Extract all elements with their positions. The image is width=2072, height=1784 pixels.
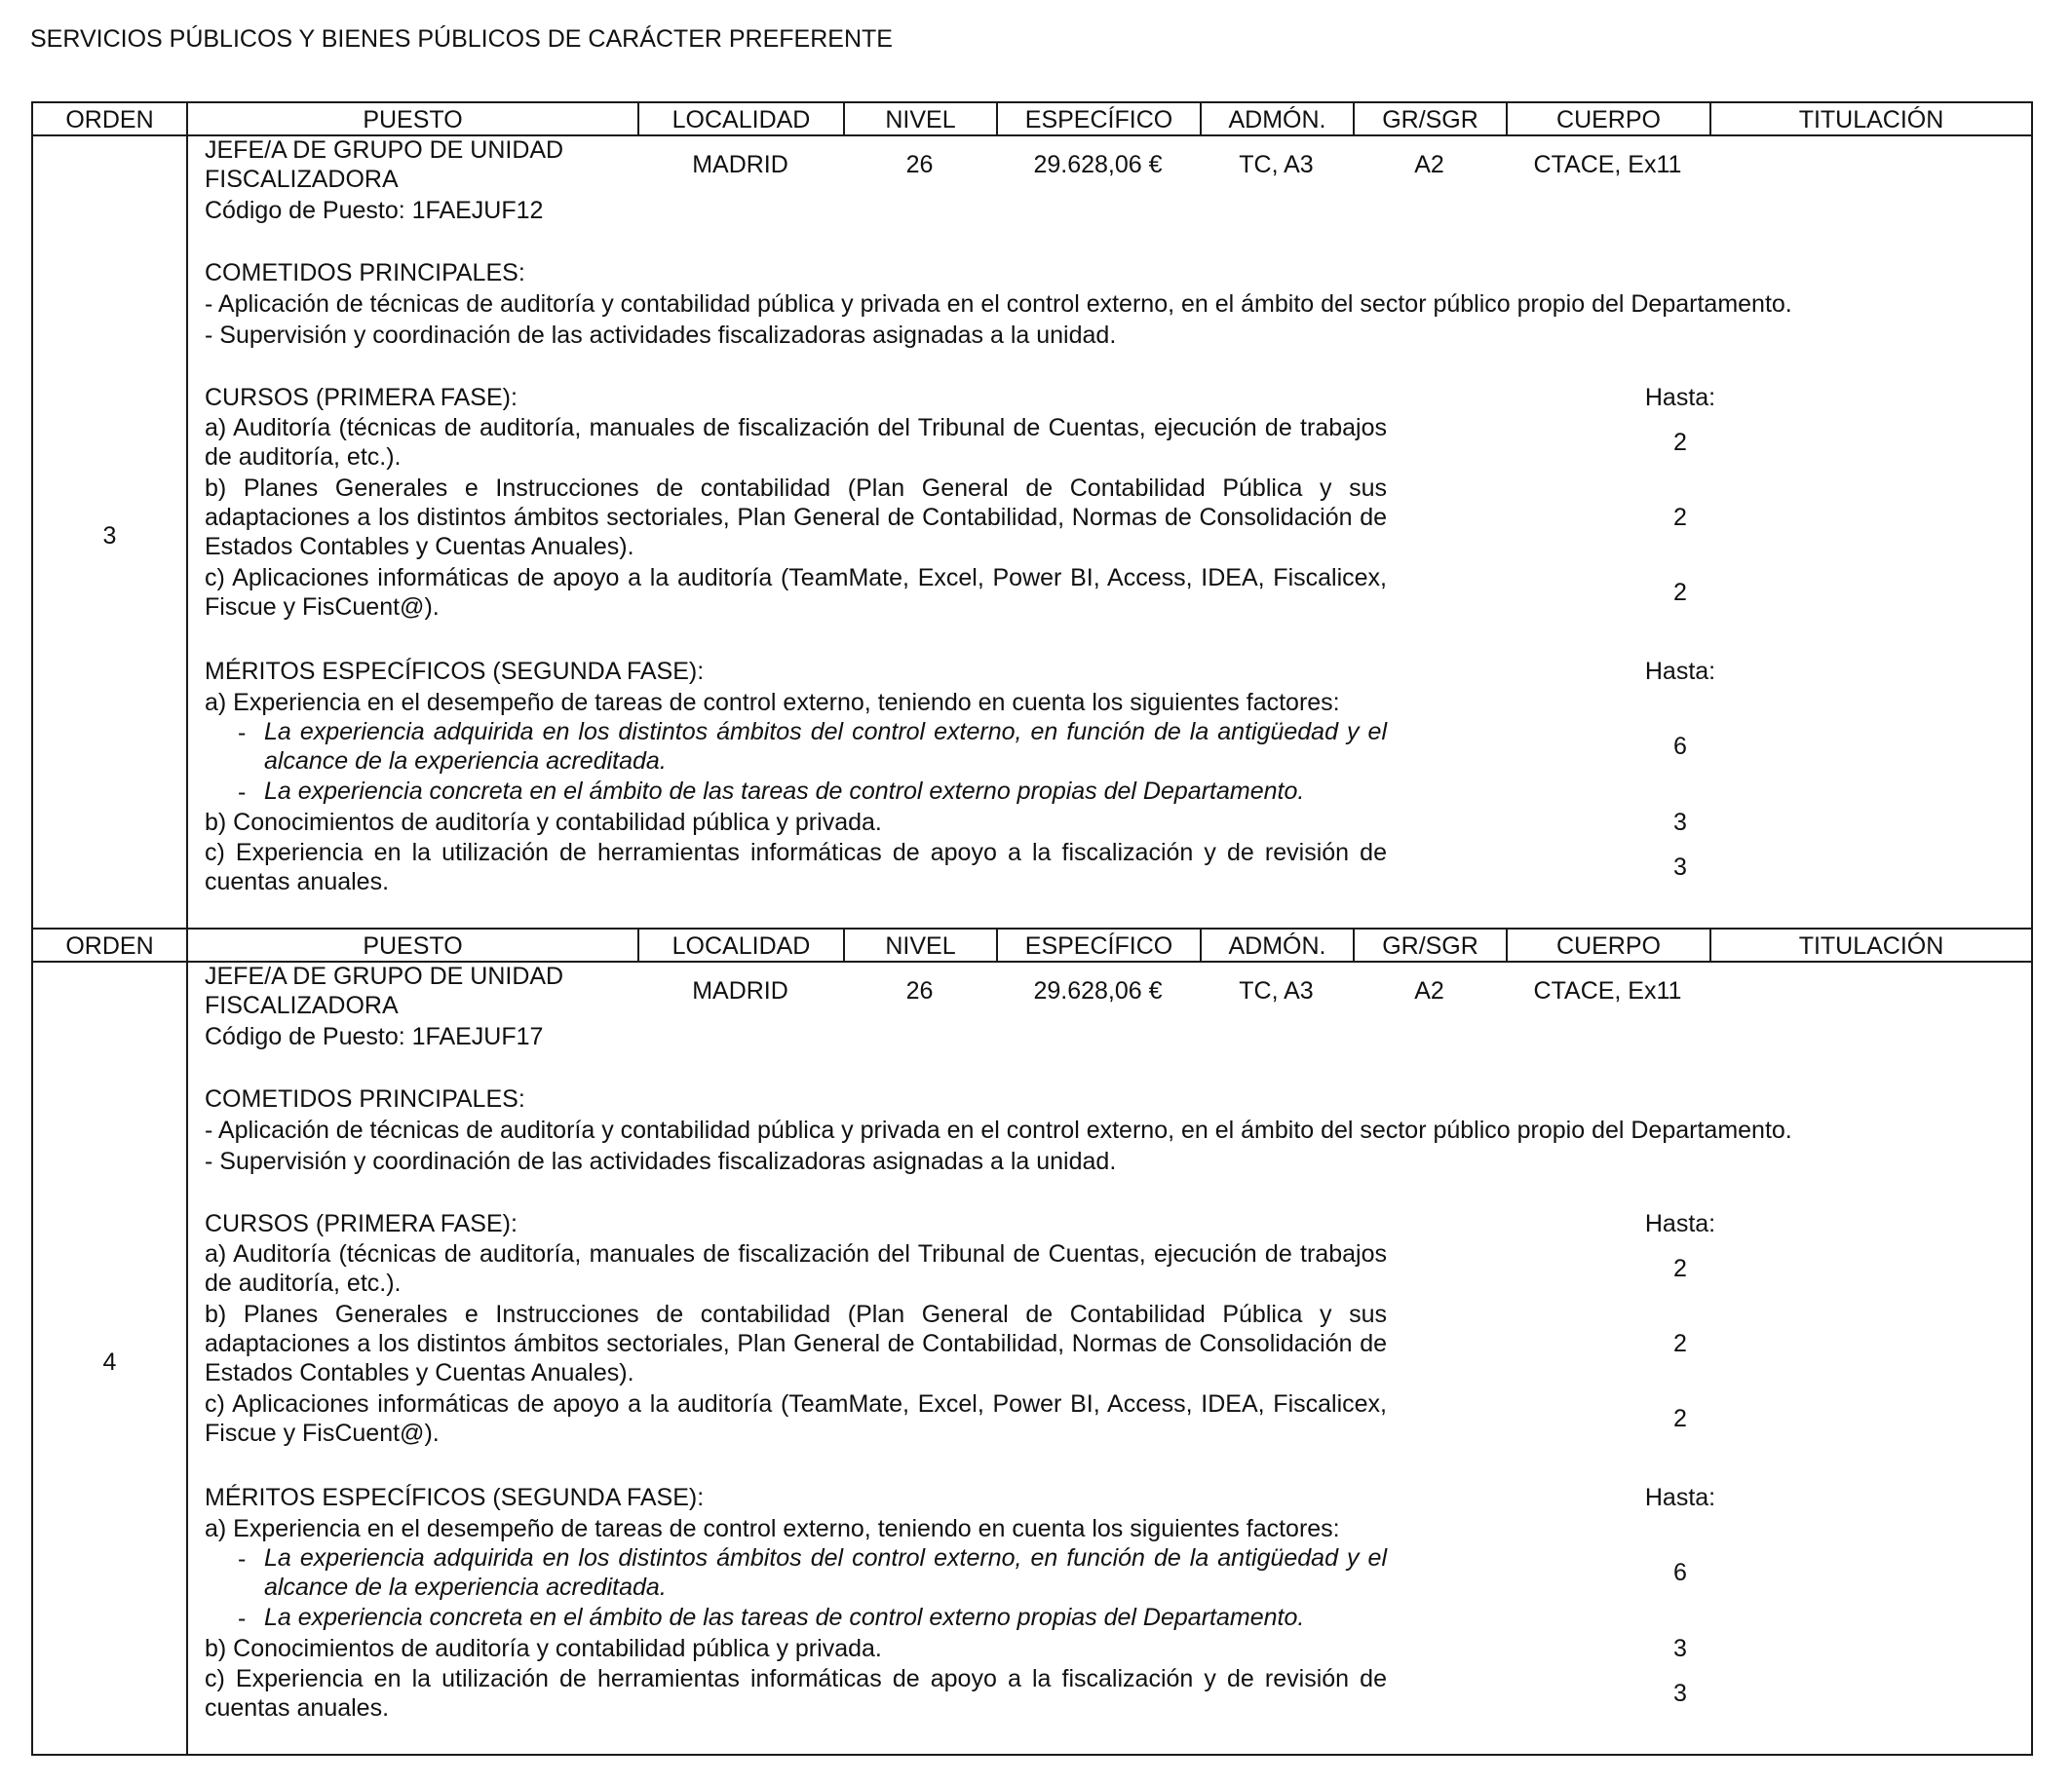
merito-a-sub1-dash: - [238,1545,247,1573]
header-admon: ADMÓN. [1200,930,1353,961]
curso-item: b) Planes Generales e Instrucciones de contabilidad (Plan General de Contabilidad Pública y sus adaptaciones a los distintos ámbitos sectoriales, Plan General de Contabilidad, Normas de Consolidación de Estados Contables y Cuentas Anuales). [205,474,1387,560]
codigo-puesto: Código de Puesto: 1FAEJUF17 [205,1023,544,1050]
merito-a-sub2: La experiencia concreta en el ámbito de las tareas de control externo propias del Departamento. [264,1604,1305,1631]
merito-b-points: 3 [1673,809,1687,836]
curso-points: 2 [1673,1255,1687,1282]
merito-a-sub1: La experiencia adquirida en los distintos ámbitos del control externo, en función de la antigüedad y el alcance de la experiencia acreditada. [264,1544,1387,1601]
position-content [33,930,2031,1754]
meritos-heading: MÉRITOS ESPECÍFICOS (SEGUNDA FASE): [205,658,705,685]
header-orden: ORDEN [65,932,154,960]
header-puesto: PUESTO [186,930,637,961]
cometido-item: - Supervisión y coordinación de las actividades fiscalizadoras asignadas a la unidad. [205,322,1117,349]
orden-value: 3 [102,522,117,550]
orden-value: 4 [102,1348,117,1376]
header-localidad: LOCALIDAD [637,930,843,961]
merito-c: c) Experiencia en la utilización de herramientas informáticas de apoyo a la fiscalización y de revisión de cuentas anuales. [205,839,1387,895]
header-cuerpo: CUERPO [1506,930,1709,961]
meritos-heading: MÉRITOS ESPECÍFICOS (SEGUNDA FASE): [205,1484,705,1511]
merito-a-sub1: La experiencia adquirida en los distintos ámbitos del control externo, en función de la antigüedad y el alcance de la experiencia acreditada. [264,718,1387,775]
puesto-title-line2: FISCALIZADORA [205,166,399,193]
curso-points: 2 [1673,1330,1687,1357]
cuerpo-value: CTACE, Ex11 [1533,977,1682,1005]
merito-a-sub2: La experiencia concreta en el ámbito de las tareas de control externo propias del Departamento. [264,778,1305,805]
header-especifico: ESPECÍFICO [996,930,1200,961]
cursos-heading: CURSOS (PRIMERA FASE): [205,1210,518,1237]
meritos-hasta-label: Hasta: [1644,1484,1716,1511]
header-nivel: NIVEL [843,930,996,961]
merito-b-points: 3 [1673,1635,1687,1662]
header-grsgr: GR/SGR [1353,930,1506,961]
curso-item: c) Aplicaciones informáticas de apoyo a la auditoría (TeamMate, Excel, Power BI, Access, IDEA, Fiscalicex, Fiscue y FisCuent@). [205,1390,1387,1447]
merito-a-sub1-dash: - [238,719,247,746]
meritos-hasta-label: Hasta: [1644,658,1716,685]
merito-a-points: 6 [1673,733,1687,760]
header-orden: ORDEN [65,106,154,133]
curso-item: a) Auditoría (técnicas de auditoría, manuales de fiscalización del Tribunal de Cuentas, ejecución de trabajos de auditoría, etc.). [205,414,1387,471]
curso-points: 2 [1673,579,1687,606]
cometido-item: - Aplicación de técnicas de auditoría y contabilidad pública y privada en el control externo, en el ámbito del sector público propio del Departamento. [205,290,1792,318]
codigo-puesto: Código de Puesto: 1FAEJUF12 [205,197,544,224]
localidad-value: MADRID [692,151,788,178]
nivel-value: 26 [905,151,934,178]
merito-c: c) Experiencia en la utilización de herramientas informáticas de apoyo a la fiscalización y de revisión de cuentas anuales. [205,1665,1387,1722]
merito-a-sub2-dash: - [238,778,247,806]
merito-a: a) Experiencia en el desempeño de tareas de control externo, teniendo en cuenta los siguientes factores: [205,1515,1340,1542]
header-localidad: LOCALIDAD [637,103,843,134]
curso-points: 2 [1673,429,1687,456]
cometidos-heading: COMETIDOS PRINCIPALES: [205,1085,525,1113]
puesto-title-line1: JEFE/A DE GRUPO DE UNIDAD [205,136,564,164]
position-content [33,103,2031,928]
cuerpo-value: CTACE, Ex11 [1533,151,1682,178]
merito-a-sub2-dash: - [238,1605,247,1632]
header-titulacion: TITULACIÓN [1709,103,2031,134]
cometido-item: - Aplicación de técnicas de auditoría y contabilidad pública y privada en el control externo, en el ámbito del sector público propio del Departamento. [205,1117,1792,1144]
position-table [31,928,2033,1756]
cursos-hasta-label: Hasta: [1644,1210,1716,1237]
header-especifico: ESPECÍFICO [996,103,1200,134]
admon-value: TC, A3 [1239,977,1314,1005]
cursos-heading: CURSOS (PRIMERA FASE): [205,384,518,411]
puesto-title-line1: JEFE/A DE GRUPO DE UNIDAD [205,963,564,990]
merito-c-points: 3 [1673,854,1687,881]
especifico-value: 29.628,06 € [1033,977,1163,1005]
curso-points: 2 [1673,504,1687,531]
curso-item: c) Aplicaciones informáticas de apoyo a la auditoría (TeamMate, Excel, Power BI, Access, IDEA, Fiscalicex, Fiscue y FisCuent@). [205,564,1387,621]
puesto-title-line2: FISCALIZADORA [205,992,399,1019]
header-cuerpo: CUERPO [1506,103,1709,134]
especifico-value: 29.628,06 € [1033,151,1163,178]
merito-b: b) Conocimientos de auditoría y contabilidad pública y privada. [205,809,882,836]
header-puesto: PUESTO [186,103,637,134]
grsgr-value: A2 [1414,977,1444,1005]
header-titulacion: TITULACIÓN [1709,930,2031,961]
cometidos-heading: COMETIDOS PRINCIPALES: [205,259,525,286]
cursos-hasta-label: Hasta: [1644,384,1716,411]
header-admon: ADMÓN. [1200,103,1353,134]
localidad-value: MADRID [692,977,788,1005]
header-nivel: NIVEL [843,103,996,134]
merito-b: b) Conocimientos de auditoría y contabilidad pública y privada. [205,1635,882,1662]
curso-points: 2 [1673,1405,1687,1432]
nivel-value: 26 [905,977,934,1005]
merito-c-points: 3 [1673,1680,1687,1707]
position-table [31,101,2033,930]
merito-a-points: 6 [1673,1559,1687,1586]
merito-a: a) Experiencia en el desempeño de tareas de control externo, teniendo en cuenta los siguientes factores: [205,689,1340,716]
page-title: SERVICIOS PÚBLICOS Y BIENES PÚBLICOS DE CARÁCTER PREFERENTE [30,25,893,53]
curso-item: b) Planes Generales e Instrucciones de contabilidad (Plan General de Contabilidad Pública y sus adaptaciones a los distintos ámbitos sectoriales, Plan General de Contabilidad, Normas de Consolidación de Estados Contables y Cuentas Anuales). [205,1301,1387,1386]
admon-value: TC, A3 [1239,151,1314,178]
curso-item: a) Auditoría (técnicas de auditoría, manuales de fiscalización del Tribunal de Cuentas, ejecución de trabajos de auditoría, etc.). [205,1240,1387,1297]
cometido-item: - Supervisión y coordinación de las actividades fiscalizadoras asignadas a la unidad. [205,1148,1117,1175]
grsgr-value: A2 [1414,151,1444,178]
header-grsgr: GR/SGR [1353,103,1506,134]
